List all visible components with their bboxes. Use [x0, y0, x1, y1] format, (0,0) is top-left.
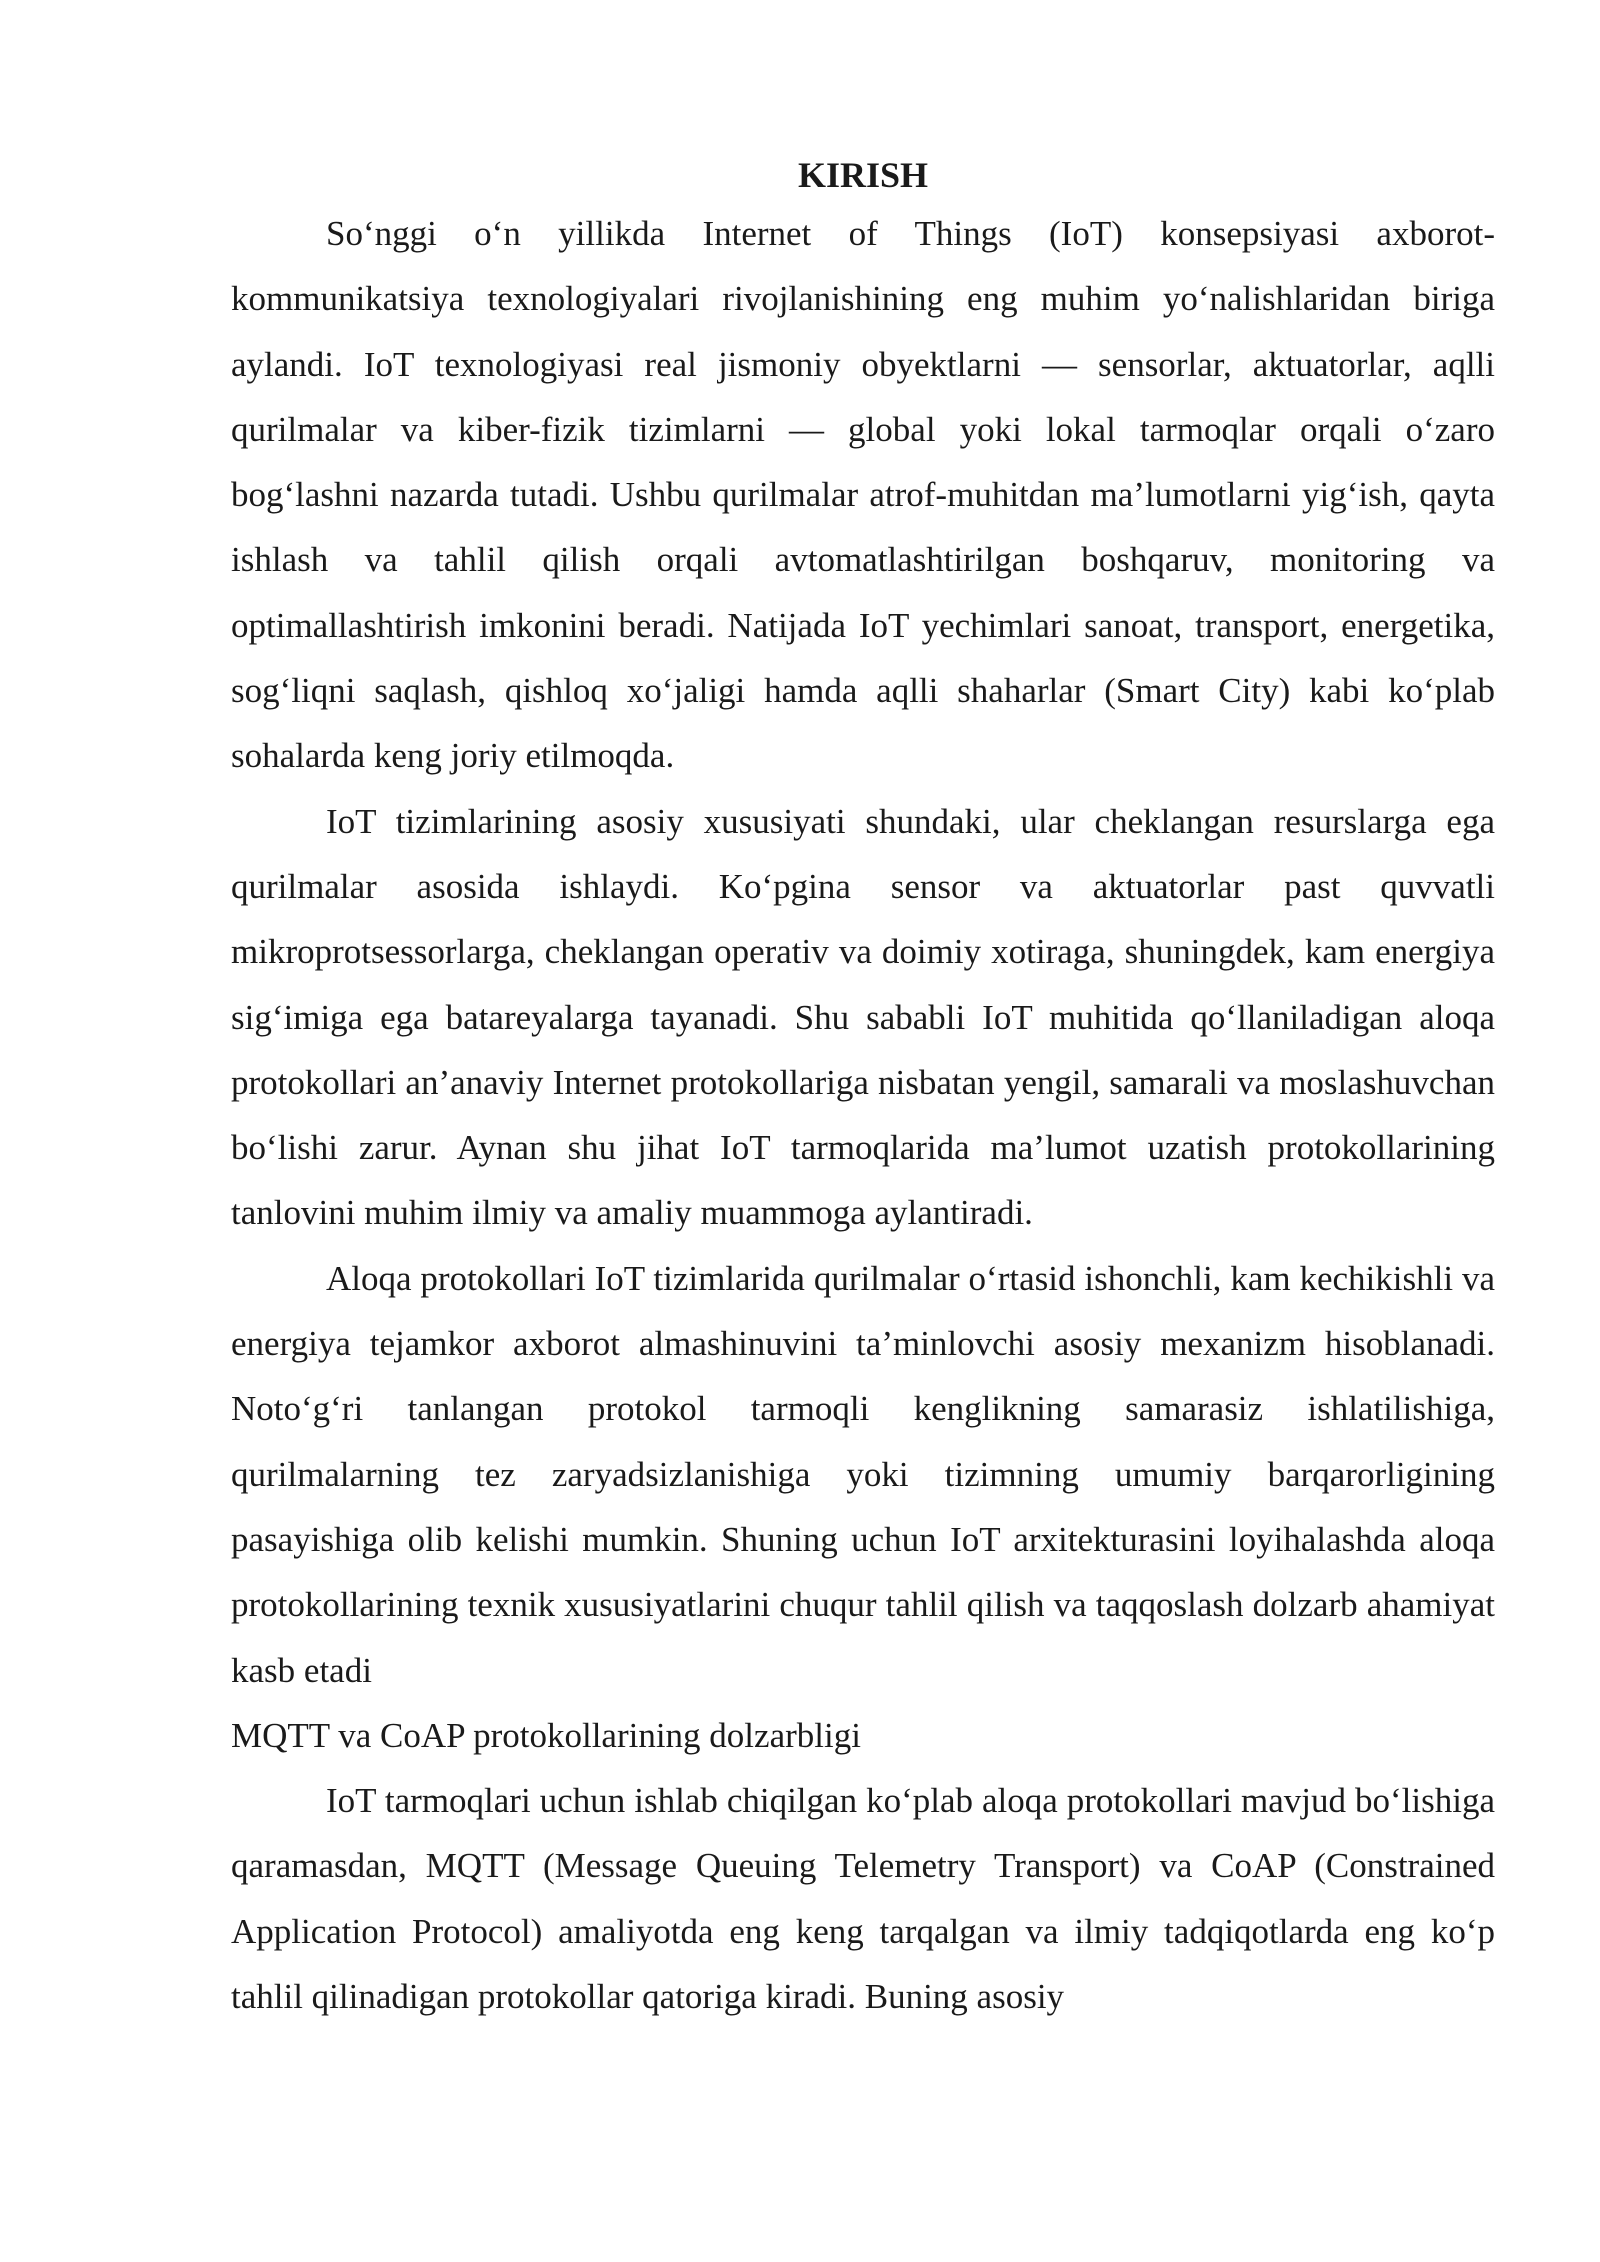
paragraph-protocols: Aloqa protokollari IoT tizimlarida qurilmalar o‘rtasid ishonchli, kam kechikishli va energiya tejamkor axborot almashinuvini ta’minlovchi asosiy mexanizm hisoblanadi. Noto‘g‘ri tanlangan protokol tarmoqli kenglikning samarasiz ishlatilishiga, qurilmalarning tez zaryadsizlanishiga yoki tizimning umumiy barqarorligining pasayishiga olib kelishi mumkin. Shuning uchun IoT arxitekturasini loyihalashda aloqa protokollarining texnik xususiyatlarini chuqur tahlil qilish va taqqoslash dolzarb ahamiyat kasb etadi — [231, 1258, 1495, 1690]
document-title: KIRISH — [797, 155, 929, 195]
paragraph-mqtt-coap: IoT tarmoqlari uchun ishlab chiqilgan ko‘plab aloqa protokollari mavjud bo‘lishiga qaramasdan, MQTT (Message Queuing Telemetry Transport) va CoAP (Constrained Application Protocol) amaliyotda eng keng tarqalgan va ilmiy tadqiqotlarda eng ko‘p tahlil qilinadigan protokollar qatoriga kiradi. Buning asosiy — [231, 1781, 1495, 2017]
document-body — [231, 150, 1495, 2029]
paragraph-intro: So‘nggi o‘n yillikda Internet of Things (IoT) konsepsiyasi axborot-kommunikatsiya texnologiyalari rivojlanishining eng muhim yo‘nalishlaridan biriga aylandi. IoT texnologiyasi real jismoniy obyektlarni — sensorlar, aktuatorlar, aqlli qurilmalar va kiber-fizik tizimlarni — global yoki lokal tarmoqlar orqali o‘zaro bog‘lashni nazarda tutadi. Ushbu qurilmalar atrof-muhitdan ma’lumotlarni yig‘ish, qayta ishlash va tahlil qilish orqali avtomatlashtirilgan boshqaruv, monitoring va optimallashtirish imkonini beradi. Natijada IoT yechimlari sanoat, transport, energetika, sog‘liqni saqlash, qishloq xo‘jaligi hamda aqlli shaharlar (Smart City) kabi ko‘plab sohalarda keng joriy etilmoqda. — [231, 214, 1495, 776]
section-subheading: MQTT va CoAP protokollarining dolzarbligi — [231, 1715, 861, 1755]
paragraph-iot-features: IoT tizimlarining asosiy xususiyati shundaki, ular cheklangan resurslarga ega qurilmalar asosida ishlaydi. Ko‘pgina sensor va aktuatorlar past quvvatli mikroprotsessorlarga, cheklangan operativ va doimiy xotiraga, shuningdek, kam energiya sig‘imiga ega batareyalarga tayanadi. Shu sababli IoT muhitida qo‘llaniladigan aloqa protokollari an’anaviy Internet protokollariga nisbatan yengil, samarali va moslashuvchan bo‘lishi zarur. Aynan shu jihat IoT tarmoqlarida ma’lumot uzatish protokollarining tanlovini muhim ilmiy va amaliy muammoga aylantiradi. — [231, 801, 1495, 1233]
